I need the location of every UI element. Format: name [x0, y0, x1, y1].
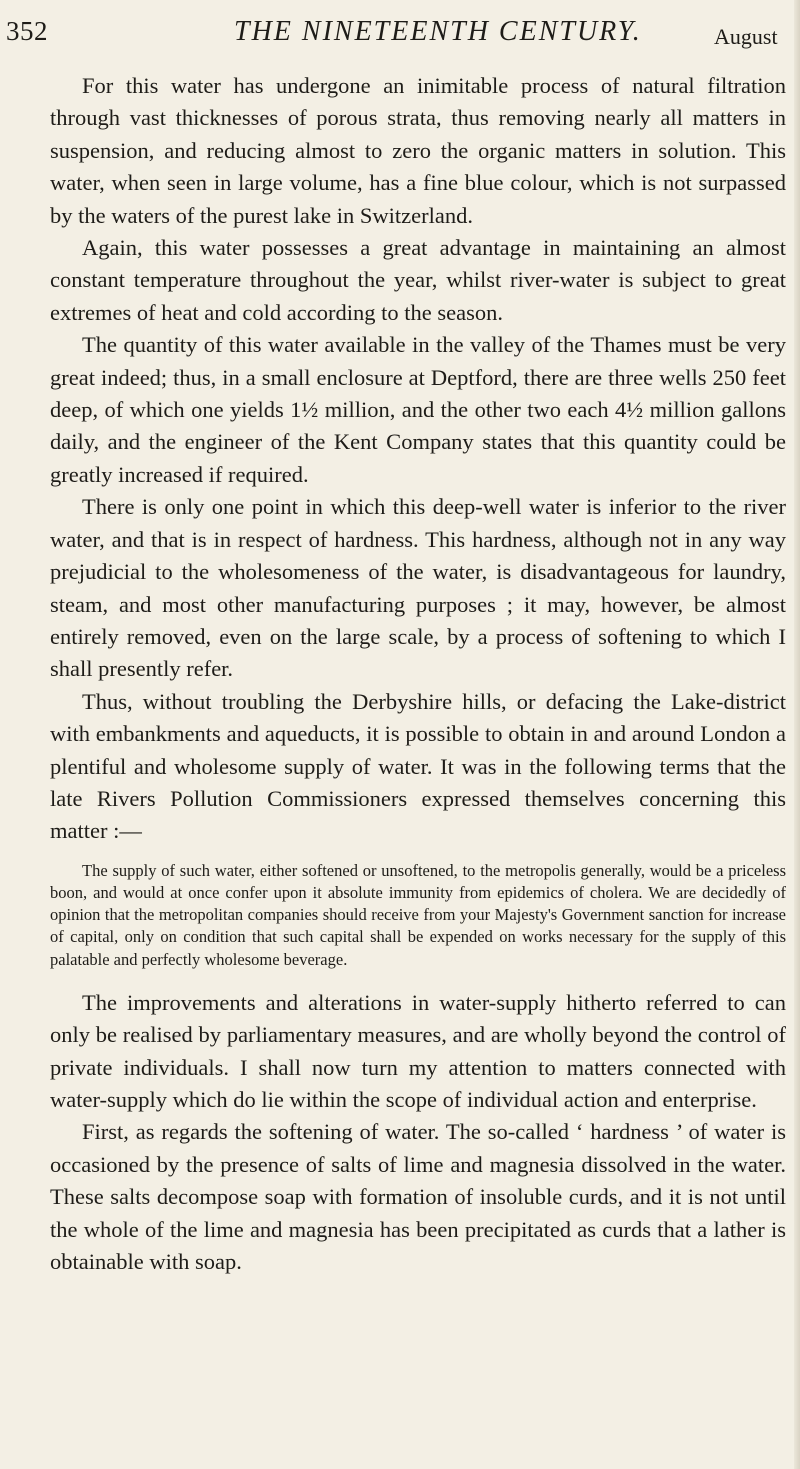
paragraph-hardness: There is only one point in which this deep-well water is inferior to the river water, and that is in respect of hardness. This hardness, although not in any way prejudicial to the wholesomeness of the water, is disadvantageous for laundry, steam, and most other manufacturing purposes ; it may, however, be almost entirely removed, even on the large scale, by a process of softening to which I shall presently refer.: [50, 494, 786, 682]
running-title: THE NINETEENTH CENTURY.: [234, 16, 642, 47]
commissioners-quote: The supply of such water, either softened or unsoftened, to the metropolis generally, would be a priceless boon, and would at once confer upon it absolute immunity from epidemics of cholera. We are decidedly of opinion that the metropolitan companies should receive from your Majesty's Government sanction for increase of capital, only on condition that such capital shall be expended on works necessary for the supply of this palatable and perfectly wholesome beverage.: [50, 860, 786, 969]
paragraph-quantity: The quantity of this water available in the valley of the Thames must be very great indeed; thus, in a small enclosure at Deptford, there are three wells 250 feet deep, of which one yields 1½ million, and the other two each 4½ million gallons daily, and the engineer of the Kent Company states that this quantity could be greatly increased if required.: [50, 332, 786, 487]
paragraph-temperature: Again, this water possesses a great advantage in maintaining an almost constant temperature throughout the year, whilst river-water is subject to great extremes of heat and cold according to the season.: [50, 235, 786, 325]
running-month: August: [714, 24, 778, 49]
paragraph-filtration: For this water has undergone an inimitable process of natural filtration through vast thicknesses of porous strata, thus removing nearly all matters in suspension, and reducing almost to zero the organic matters in solution. This water, when seen in large volume, has a fine blue colour, which is not surpassed by the waters of the purest lake in Switzerland.: [50, 73, 786, 228]
paragraph-london-supply: Thus, without troubling the Derbyshire hills, or defacing the Lake-district with embankments and aqueducts, it is possible to obtain in and around London a plentiful and wholesome supply of water. It was in the following terms that the late Rivers Pollution Commissioners expressed themselves concerning this matter :—: [50, 688, 786, 844]
paragraph-softening: First, as regards the softening of water. The so-called ‘ hardness ’ of water is occasioned by the presence of salts of lime and magnesia dissolved in the water. These salts decompose soap with formation of insoluble curds, and it is not until the whole of the lime and magnesia has been precipitated as curds that a lather is obtainable with soap.: [50, 1119, 786, 1275]
page-header: [6, 12, 792, 52]
paragraph-improvements: The improvements and alterations in water-supply hitherto referred to can only be realised by parliamentary measures, and are wholly beyond the control of private individuals. I shall now turn my attention to matters connected with water-supply which do lie within the scope of individual action and enterprise.: [50, 989, 786, 1112]
page-body: [50, 70, 786, 1278]
page-edge-shadow: [794, 0, 800, 1469]
page-number: 352: [6, 16, 48, 46]
